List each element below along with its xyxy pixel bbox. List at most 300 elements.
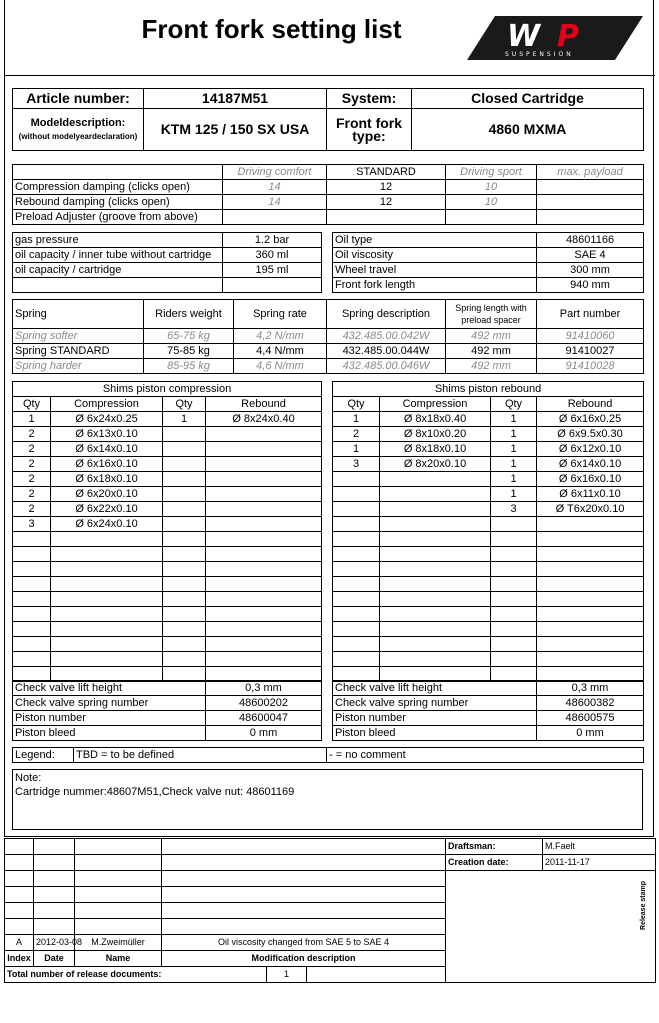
table-cell: 4,4 N/mm [234,344,327,359]
table-cell: Ø 6x24x0.25 [51,412,163,427]
table-row [13,344,644,359]
table-cell: 1 [491,487,537,502]
table-cell: Spring harder [13,359,144,374]
springs-table [12,299,644,374]
column-header: Compression [51,397,163,412]
table-cell [537,637,644,652]
check-valve-rebound-table [332,680,644,741]
table-cell: Ø 6x13x0.10 [51,427,163,442]
table-row [13,472,322,487]
column-header: Rebound [537,397,644,412]
table-cell: gas pressure [13,233,223,248]
table-cell [51,637,163,652]
table-cell [13,652,51,667]
table-cell: 2 [13,427,51,442]
table-row [13,502,322,517]
table-row [13,652,322,667]
wp-suspension-logo [465,14,645,62]
table-cell [163,472,206,487]
table-cell: 14 [223,180,327,195]
table-cell [51,592,163,607]
table-cell: Piston number [333,711,537,726]
table-cell: 195 ml [223,263,322,278]
table-row [13,210,644,225]
article-label: Article number: [13,89,144,109]
table-cell [163,607,206,622]
column-header: Riders weight [144,300,234,329]
table-cell: 1 [491,442,537,457]
fluids-right-table [332,232,644,293]
table-cell [537,532,644,547]
table-cell [51,652,163,667]
table-row [13,681,322,696]
index-header: Index [5,951,34,967]
table-cell [206,652,322,667]
table-row [333,442,644,457]
table-cell [51,622,163,637]
table-row [13,748,644,763]
column-header: Driving sport [446,165,537,180]
table-cell: 2 [13,502,51,517]
table-row [333,263,644,278]
table-cell: Check valve lift height [13,681,206,696]
table-cell [51,562,163,577]
table-title: Shims piston rebound [333,382,644,397]
table-cell: Ø 6x16x0.25 [537,412,644,427]
table-cell [333,652,380,667]
table-row [13,195,644,210]
table-cell [537,547,644,562]
table-cell: 14 [223,195,327,210]
draftsman-label: Draftsman: [446,839,543,855]
table-row [13,696,322,711]
table-cell [333,592,380,607]
table-cell: 48601166 [537,233,644,248]
table-cell: Compression damping (clicks open) [13,180,223,195]
column-header: STANDARD [327,165,446,180]
table-cell [163,562,206,577]
table-cell: Ø 6x9.5x0.30 [537,427,644,442]
table-cell [380,487,491,502]
table-cell [333,487,380,502]
date-header: Date [34,951,75,967]
table-cell [206,562,322,577]
table-cell [380,562,491,577]
table-cell: 492 mm [446,329,537,344]
table-cell [206,457,322,472]
table-cell [206,517,322,532]
table-row [333,412,644,427]
model-label: Modeldescription: [30,116,126,129]
revision-name: M.Zweimüller [75,935,162,951]
table-cell [163,547,206,562]
table-cell: 65-75 kg [144,329,234,344]
table-cell: 0,3 mm [206,681,322,696]
table-cell [380,607,491,622]
table-cell [491,562,537,577]
table-cell [380,517,491,532]
table-cell [537,517,644,532]
table-cell: 940 mm [537,278,644,293]
svg-text:W: W [507,19,541,54]
table-cell [13,577,51,592]
column-header: max. payload [537,165,644,180]
table-row [13,278,322,293]
table-cell [537,622,644,637]
table-row [333,532,644,547]
table-cell: 1 [163,412,206,427]
check-valve-compression-table [12,680,322,741]
table-row [333,547,644,562]
table-cell: 2 [13,442,51,457]
table-cell: 2 [13,472,51,487]
table-cell [206,502,322,517]
total-release-label: Total number of release documents: [5,967,267,983]
column-header: Driving comfort [223,165,327,180]
table-cell [380,577,491,592]
table-cell: Ø 8x18x0.40 [380,412,491,427]
table-cell: TBD = to be defined [74,748,327,763]
table-cell [206,607,322,622]
table-cell [491,577,537,592]
table-cell [491,622,537,637]
description-header: Modification description [162,951,446,967]
note-box [12,769,643,830]
fork-type-value: 4860 MXMA [412,109,644,151]
table-cell: 85-95 kg [144,359,234,374]
table-cell: 75-85 kg [144,344,234,359]
table-cell [327,210,446,225]
table-cell [13,532,51,547]
table-row [333,711,644,726]
table-cell: 12 [327,195,446,210]
table-cell [333,517,380,532]
table-cell [163,442,206,457]
table-cell: Ø 8x10x0.20 [380,427,491,442]
table-cell [13,547,51,562]
table-cell: Legend: [13,748,74,763]
table-cell [51,532,163,547]
table-cell [380,637,491,652]
table-cell [380,592,491,607]
table-cell [206,427,322,442]
table-cell: oil capacity / cartridge [13,263,223,278]
table-cell: Ø T6x20x0.10 [537,502,644,517]
table-cell: Piston bleed [333,726,537,741]
table-cell: 3 [333,457,380,472]
column-header: Rebound [206,397,322,412]
table-row [13,180,644,195]
table-cell: 1 [13,412,51,427]
table-cell [333,472,380,487]
table-row [13,442,322,457]
table-cell [206,577,322,592]
column-header: Spring length with preload spacer [446,300,537,329]
table-cell: 48600575 [537,711,644,726]
fork-type-label: Front fork type: [327,109,412,151]
table-cell [491,592,537,607]
table-row [13,711,322,726]
page-title: Front fork setting list [141,14,402,44]
table-row [333,487,644,502]
table-cell [206,637,322,652]
table-cell: Rebound damping (clicks open) [13,195,223,210]
table-row [13,263,322,278]
table-cell: Ø 8x20x0.10 [380,457,491,472]
table-row [13,622,322,637]
table-row [13,517,322,532]
table-row [333,517,644,532]
table-cell [223,210,327,225]
table-cell [491,637,537,652]
table-cell [333,562,380,577]
table-cell: 432.485.00.046W [327,359,446,374]
table-cell: Piston number [13,711,206,726]
table-cell: 48600382 [537,696,644,711]
table-cell [163,517,206,532]
column-header: Qty [333,397,380,412]
legend-table [12,747,644,763]
column-header: Spring [13,300,144,329]
table-row [333,592,644,607]
column-header: Qty [13,397,51,412]
table-cell [51,607,163,622]
table-cell: 10 [446,180,537,195]
table-cell [51,547,163,562]
table-cell [333,532,380,547]
table-cell: 300 mm [537,263,644,278]
table-row [13,329,644,344]
table-row [333,427,644,442]
table-cell [163,487,206,502]
table-cell: oil capacity / inner tube without cartridge [13,248,223,263]
note-label: Note: [15,772,42,784]
column-header: Qty [491,397,537,412]
model-value: KTM 125 / 150 SX USA [144,109,327,151]
table-cell: 1 [491,457,537,472]
column-header: Part number [537,300,644,329]
article-table [12,88,644,151]
revision-table [4,838,656,983]
table-cell [537,210,644,225]
table-cell [163,592,206,607]
table-row [333,233,644,248]
release-stamp-label: Release stamp [640,880,647,930]
table-row [333,681,644,696]
table-cell: Check valve spring number [333,696,537,711]
table-cell: 48600047 [206,711,322,726]
table-cell: 1.2 bar [223,233,322,248]
table-cell: Spring STANDARD [13,344,144,359]
table-row [13,592,322,607]
table-row [13,359,644,374]
table-row [13,607,322,622]
table-cell [333,547,380,562]
table-cell: Piston bleed [13,726,206,741]
table-cell [537,195,644,210]
table-row [333,562,644,577]
table-cell: 2 [13,457,51,472]
table-row [333,457,644,472]
table-cell: 2 [13,487,51,502]
table-cell [491,607,537,622]
table-cell [13,592,51,607]
table-cell: - = no comment [327,748,644,763]
table-cell: Wheel travel [333,263,537,278]
table-cell: 1 [333,442,380,457]
table-cell: 1 [491,412,537,427]
table-cell [537,562,644,577]
table-cell: Preload Adjuster (groove from above) [13,210,223,225]
table-cell [491,517,537,532]
table-cell [206,472,322,487]
creation-date-value: 2011-11-17 [543,855,656,871]
table-cell [333,502,380,517]
table-row [333,577,644,592]
table-cell: 3 [13,517,51,532]
table-cell [13,622,51,637]
table-cell [223,278,322,293]
divider [4,75,655,76]
column-header: Compression [380,397,491,412]
table-cell: Ø 6x14x0.10 [537,457,644,472]
table-cell [206,547,322,562]
column-header: Spring rate [234,300,327,329]
table-cell [163,457,206,472]
table-row [333,696,644,711]
table-cell [163,637,206,652]
table-cell [333,622,380,637]
table-cell [206,442,322,457]
table-cell: 10 [446,195,537,210]
table-cell [380,652,491,667]
table-cell: Ø 8x24x0.40 [206,412,322,427]
table-row [13,562,322,577]
revision-index: A [5,935,34,951]
table-cell: Oil type [333,233,537,248]
table-cell: 360 ml [223,248,322,263]
table-row [333,248,644,263]
column-header: Spring description [327,300,446,329]
table-row [13,412,322,427]
table-cell [380,622,491,637]
table-cell [537,607,644,622]
table-cell [206,532,322,547]
table-row [333,278,644,293]
shims-compression-table [12,381,322,682]
table-cell: 0 mm [206,726,322,741]
table-cell: 91410060 [537,329,644,344]
table-cell [13,562,51,577]
total-release-value: 1 [267,967,307,983]
table-cell [537,577,644,592]
svg-text:SUSPENSION: SUSPENSION [505,51,574,58]
table-cell [206,487,322,502]
table-cell: 4,6 N/mm [234,359,327,374]
table-row [13,726,322,741]
column-header [13,165,223,180]
table-row [333,607,644,622]
table-cell [13,637,51,652]
table-row [333,637,644,652]
table-cell [163,502,206,517]
table-cell: Ø 6x24x0.10 [51,517,163,532]
table-row [13,248,322,263]
table-cell: Ø 6x20x0.10 [51,487,163,502]
table-cell: 91410027 [537,344,644,359]
table-cell [446,210,537,225]
table-cell: Front fork length [333,278,537,293]
table-cell [491,547,537,562]
table-cell: Ø 6x14x0.10 [51,442,163,457]
table-cell: Ø 6x16x0.10 [51,457,163,472]
table-cell [380,472,491,487]
table-cell [51,577,163,592]
table-cell: Ø 6x16x0.10 [537,472,644,487]
table-row [13,487,322,502]
note-text: Cartridge nummer:48607M51,Check valve nut: 48601169 [15,786,295,798]
table-row [333,652,644,667]
table-cell [163,427,206,442]
release-stamp-area [446,871,656,983]
table-row [333,726,644,741]
shims-rebound-table [332,381,644,682]
revision-date: 2012-03-08 [34,935,75,951]
table-cell [537,652,644,667]
table-cell [380,547,491,562]
settings-table [12,164,644,225]
table-cell: 432.485.00.042W [327,329,446,344]
table-cell: Check valve lift height [333,681,537,696]
table-cell [333,607,380,622]
table-cell: Ø 6x12x0.10 [537,442,644,457]
table-cell: Ø 6x18x0.10 [51,472,163,487]
table-cell: 3 [491,502,537,517]
table-cell [13,278,223,293]
table-cell [537,592,644,607]
table-cell: 12 [327,180,446,195]
system-value: Closed Cartridge [412,89,644,109]
table-cell: 4,2 N/mm [234,329,327,344]
model-label-cell [13,109,144,151]
table-row [13,577,322,592]
article-value: 14187M51 [144,89,327,109]
table-cell [491,532,537,547]
system-label: System: [327,89,412,109]
table-cell: 0,3 mm [537,681,644,696]
draftsman-value: M.Faelt [543,839,656,855]
model-sublabel: (without modelyeardeclaration) [18,131,138,141]
table-cell: Ø 8x18x0.10 [380,442,491,457]
revision-description: Oil viscosity changed from SAE 5 to SAE 4 [162,935,446,951]
table-cell: 1 [491,472,537,487]
table-cell: 492 mm [446,359,537,374]
table-cell: 91410028 [537,359,644,374]
table-cell: Ø 6x11x0.10 [537,487,644,502]
table-cell: Spring softer [13,329,144,344]
table-cell [537,180,644,195]
table-cell [163,577,206,592]
table-cell: 1 [333,412,380,427]
table-row [333,472,644,487]
table-cell: 0 mm [537,726,644,741]
table-row [13,427,322,442]
table-title: Shims piston compression [13,382,322,397]
table-cell: 492 mm [446,344,537,359]
table-cell: Oil viscosity [333,248,537,263]
table-cell [163,532,206,547]
svg-text:P: P [557,19,579,54]
